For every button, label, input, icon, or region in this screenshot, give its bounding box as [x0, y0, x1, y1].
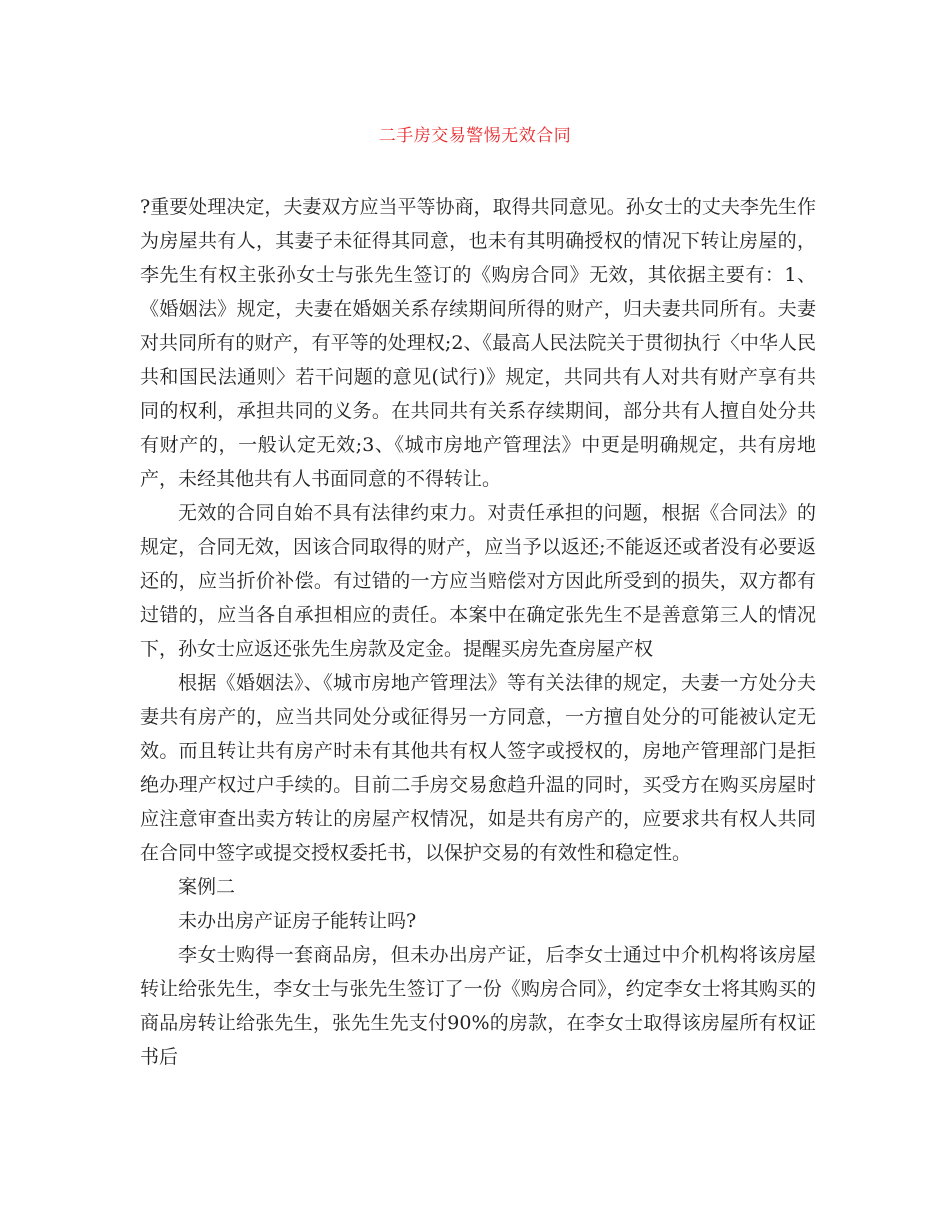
case-heading: 案例二 [178, 876, 236, 898]
paragraph-1: ?重要处理决定，夫妻双方应当平等协商，取得共同意见。孙女士的丈夫李先生作为房屋共有人，其妻子未征得其同意，也未有其明确授权的情况下转让房屋的，李先生有权主张孙女士与张先生签订的《购房合同》无效，其依据主要有：1、《婚姻法》规定，夫妻在婚姻关系存续期间所得的财产，归夫妻共同所有。夫妻对共同所有的财产，有平等的处理权;2、《最高人民法院关于贯彻执行〈中华人民共和国民法通则〉若干问题的意见(试行)》规定，共同共有人对共有财产享有共同的权利，承担共同的义务。在共同共有关系存续期间，部分共有人擅自处分共有财产的，一般认定无效;3、《城市房地产管理法》中更是明确规定，共有房地产，未经其他共有人书面同意的不得转让。 [140, 196, 816, 490]
case-question: 未办出房产证房子能转让吗? [178, 910, 417, 932]
paragraph-2: 无效的合同自始不具有法律约束力。对责任承担的问题，根据《合同法》的规定，合同无效，因该合同取得的财产，应当予以返还;不能返还或者没有必要返还的，应当折价补偿。有过错的一方应当赔偿对方因此所受到的损失，双方都有过错的，应当各自承担相应的责任。本案中在确定张先生不是善意第三人的情况下，孙女士应返还张先生房款及定金。提醒买房先查房屋产权 [140, 502, 816, 660]
document-title: 二手房交易警惕无效合同 [378, 126, 572, 146]
paragraph-4: 李女士购得一套商品房，但未办出房产证，后李女士通过中介机构将该房屋转让给张先生，李女士与张先生签订了一份《购房合同》，约定李女士将其购买的商品房转让给张先生，张先生先支付90%的房款，在李女士取得该房屋所有权证书后 [140, 944, 816, 1068]
document-body [140, 190, 816, 1074]
paragraph-3: 根据《婚姻法》、《城市房地产管理法》等有关法律的规定，夫妻一方处分夫妻共有房产的，应当共同处分或征得另一方同意，一方擅自处分的可能被认定无效。而且转让共有房产时未有其他共有权人签字或授权的，房地产管理部门是拒绝办理产权过户手续的。目前二手房交易愈趋升温的同时，买受方在购买房屋时应注意审查出卖方转让的房屋产权情况，如是共有房产的，应要求共有权人共同在合同中签字或提交授权委托书，以保护交易的有效性和稳定性。 [140, 672, 816, 864]
